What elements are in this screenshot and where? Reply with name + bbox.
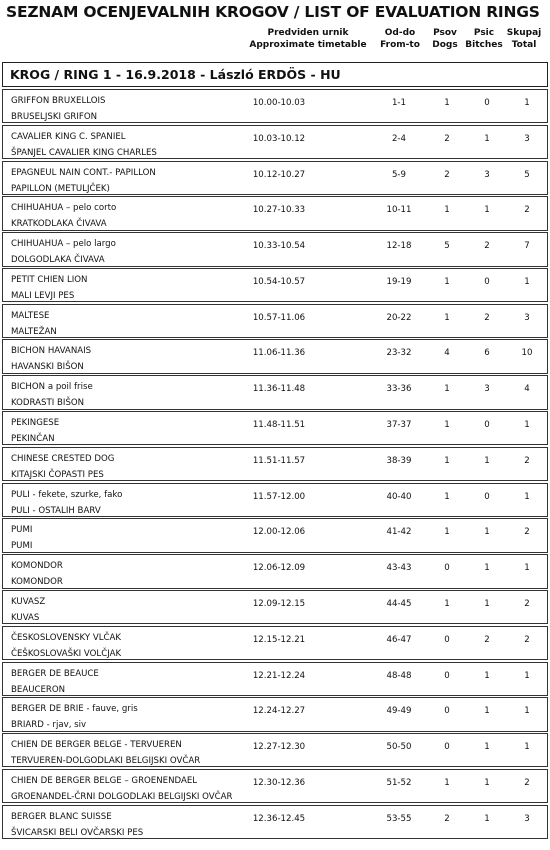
dogs-count: 0 — [444, 563, 450, 574]
table-row — [2, 697, 548, 731]
total-count: 1 — [524, 670, 530, 681]
total-count: 7 — [524, 241, 530, 252]
breed-name — [11, 236, 116, 268]
breed-name-original: BERGER BLANC SUISSE — [11, 811, 112, 822]
breed-name-original: BERGER DE BEAUCE — [11, 668, 99, 679]
breed-name — [11, 701, 138, 733]
bitches-count: 0 — [484, 276, 490, 287]
breed-name-original: EPAGNEUL NAIN CONT.- PAPILLON — [11, 167, 156, 178]
column-header-total — [496, 27, 550, 53]
breed-name-slovene: BRIARD - rjav, siv — [11, 720, 87, 731]
range-cell: 10-11 — [386, 205, 412, 216]
breed-name-slovene: MALI LEVJI PES — [11, 290, 75, 301]
timetable-cell: 10.57-11.06 — [252, 312, 306, 323]
breed-name-original: GRIFFON BRUXELLOIS — [11, 96, 106, 106]
breed-name — [11, 272, 87, 304]
dogs-count: 2 — [444, 169, 450, 180]
total-count: 2 — [524, 777, 530, 788]
range-cell: 2-4 — [391, 133, 407, 144]
range-cell: 48-48 — [386, 670, 412, 681]
timetable-cell: 12.24-12.27 — [252, 706, 306, 717]
range-cell: 5-9 — [391, 169, 407, 180]
total-count: 1 — [524, 276, 530, 287]
range-cell: 50-50 — [386, 742, 412, 753]
total-count: 2 — [524, 455, 530, 466]
column-header-timetable-sl: Predviden urnik — [267, 28, 349, 38]
bitches-count: 3 — [484, 169, 490, 180]
bitches-count: 2 — [484, 241, 490, 252]
breed-name-original: CHIEN DE BERGER BELGE – GROENENDAEL — [11, 775, 198, 786]
timetable-cell: 10.03-10.12 — [252, 133, 306, 144]
column-header-bitches-sl: Psic — [473, 28, 495, 38]
range-cell: 37-37 — [386, 420, 412, 431]
column-header-bitches-en: Bitches — [465, 40, 503, 50]
dogs-count: 1 — [444, 276, 450, 287]
breed-name-slovene: ŠVICARSKI BELI OVČARSKI PES — [11, 827, 144, 838]
table-row — [2, 125, 548, 159]
dogs-count: 0 — [444, 670, 450, 681]
timetable-cell: 11.06-11.36 — [252, 348, 306, 359]
dogs-count: 1 — [444, 312, 450, 323]
bitches-count: 1 — [484, 813, 490, 824]
breed-name — [11, 558, 63, 590]
breed-name-slovene: KITAJSKI ČOPASTI PES — [11, 469, 104, 480]
total-count: 1 — [524, 491, 530, 502]
bitches-count: 1 — [484, 563, 490, 574]
ring-table — [2, 89, 548, 840]
range-cell: 43-43 — [386, 563, 412, 574]
total-count: 1 — [524, 98, 530, 108]
table-row — [2, 447, 548, 481]
bitches-count: 6 — [484, 348, 490, 359]
bitches-count: 1 — [484, 455, 490, 466]
breed-name-original: KUVASZ — [11, 596, 46, 607]
bitches-count: 1 — [484, 706, 490, 717]
breed-name-slovene: GROENANDEL-ČRNI DOLGODLAKI BELGIJSKI OVČAR — [11, 791, 233, 802]
total-count: 5 — [524, 169, 530, 180]
breed-name-original: PULI - fekete, szurke, fako — [11, 489, 123, 500]
bitches-count: 0 — [484, 98, 490, 108]
total-count: 4 — [524, 384, 530, 395]
range-cell: 53-55 — [386, 813, 412, 824]
total-count: 2 — [524, 634, 530, 645]
total-count: 1 — [524, 420, 530, 431]
range-cell: 46-47 — [386, 634, 412, 645]
breed-name-original: BERGER DE BRIE - fauve, gris — [11, 704, 138, 715]
table-row — [2, 339, 548, 373]
table-row — [2, 590, 548, 624]
column-header-total-sl: Skupaj — [506, 28, 542, 38]
range-cell: 12-18 — [386, 241, 412, 252]
breed-name — [11, 809, 143, 841]
breed-name-slovene: ŠPANJEL CAVALIER KING CHARLES — [11, 147, 157, 158]
timetable-cell: 12.06-12.09 — [252, 563, 306, 574]
timetable-cell: 11.57-12.00 — [252, 491, 306, 502]
timetable-cell: 10.27-10.33 — [252, 205, 306, 216]
breed-name-original: CHIHUAHUA – pelo corto — [11, 203, 117, 214]
table-row — [2, 89, 548, 123]
range-cell: 38-39 — [386, 455, 412, 466]
breed-name-slovene: KUVAS — [11, 612, 40, 623]
total-count: 2 — [524, 598, 530, 609]
column-header-range-en: From-to — [380, 40, 420, 50]
table-row — [2, 733, 548, 767]
table-row — [2, 411, 548, 445]
timetable-cell: 11.36-11.48 — [252, 384, 306, 395]
breed-name-slovene: DOLGODLAKA ČIVAVA — [11, 255, 105, 266]
breed-name-original: MALTESE — [11, 310, 50, 321]
timetable-cell: 12.27-12.30 — [252, 742, 306, 753]
bitches-count: 1 — [484, 777, 490, 788]
timetable-cell: 12.36-12.45 — [252, 813, 306, 824]
timetable-cell: 12.09-12.15 — [252, 598, 306, 609]
table-row — [2, 161, 548, 195]
breed-name-original: ČESKOSLOVENSKY VLČAK — [11, 632, 122, 643]
table-row — [2, 554, 548, 588]
table-row — [2, 268, 548, 302]
dogs-count: 1 — [444, 455, 450, 466]
bitches-count: 2 — [484, 634, 490, 645]
column-header-range-sl: Od-do — [384, 28, 416, 38]
breed-name-original: CAVALIER KING C. SPANIEL — [11, 131, 126, 142]
page-title: SEZNAM OCENJEVALNIH KROGOV / LIST OF EVALUATION RINGS — [6, 3, 540, 21]
breed-name — [11, 415, 59, 447]
timetable-cell: 12.15-12.21 — [252, 634, 306, 645]
bitches-count: 0 — [484, 420, 490, 431]
total-count: 1 — [524, 563, 530, 574]
dogs-count: 2 — [444, 133, 450, 144]
breed-name — [11, 737, 200, 769]
total-count: 1 — [524, 742, 530, 753]
breed-name-original: PEKINGESE — [11, 418, 60, 429]
total-count: 3 — [524, 133, 530, 144]
total-count: 3 — [524, 312, 530, 323]
table-row — [2, 375, 548, 409]
dogs-count: 1 — [444, 205, 450, 216]
timetable-cell: 12.00-12.06 — [252, 527, 306, 538]
column-header-dogs-sl: Psov — [433, 28, 457, 38]
bitches-count: 2 — [484, 312, 490, 323]
breed-name — [11, 379, 93, 411]
dogs-count: 1 — [444, 598, 450, 609]
range-cell: 44-45 — [386, 598, 412, 609]
bitches-count: 1 — [484, 205, 490, 216]
breed-name — [11, 594, 45, 626]
breed-name-slovene: HAVANSKI BIŠON — [11, 362, 84, 373]
dogs-count: 1 — [444, 777, 450, 788]
total-count: 1 — [524, 706, 530, 717]
dogs-count: 0 — [444, 634, 450, 645]
range-cell: 51-52 — [386, 777, 412, 788]
breed-name — [11, 487, 122, 519]
column-header-dogs-en: Dogs — [432, 40, 458, 50]
breed-name — [11, 308, 57, 340]
breed-name-original: PETIT CHIEN LION — [11, 274, 88, 285]
breed-name-slovene: BEAUCERON — [11, 684, 66, 695]
range-cell: 19-19 — [386, 276, 412, 287]
bitches-count: 1 — [484, 670, 490, 681]
breed-name-slovene: MALTEŽAN — [11, 326, 57, 337]
timetable-cell: 10.33-10.54 — [252, 241, 306, 252]
column-header-total-en: Total — [511, 40, 537, 50]
column-header-timetable-en: Approximate timetable — [249, 40, 367, 50]
table-row — [2, 196, 548, 230]
breed-name — [11, 93, 105, 125]
range-cell: 33-36 — [386, 384, 412, 395]
dogs-count: 2 — [444, 813, 450, 824]
breed-name-original: CHIEN DE BERGER BELGE - TERVUEREN — [11, 740, 182, 751]
range-cell: 40-40 — [386, 491, 412, 502]
dogs-count: 1 — [444, 491, 450, 502]
dogs-count: 1 — [444, 420, 450, 431]
breed-name-original: CHINESE CRESTED DOG — [11, 453, 115, 464]
bitches-count: 3 — [484, 384, 490, 395]
bitches-count: 1 — [484, 133, 490, 144]
dogs-count: 0 — [444, 706, 450, 717]
dogs-count: 0 — [444, 742, 450, 753]
breed-name — [11, 522, 32, 554]
timetable-cell: 10.12-10.27 — [252, 169, 306, 180]
breed-name-slovene: TERVUEREN-DOLGODLAKI BELGIJSKI OVČAR — [11, 756, 201, 767]
breed-name-original: KOMONDOR — [11, 561, 63, 572]
breed-name-slovene: ČEŠKOSLOVAŠKI VOLČJAK — [11, 648, 122, 659]
range-cell: 23-32 — [386, 348, 412, 359]
breed-name-slovene: KODRASTI BIŠON — [11, 398, 85, 409]
bitches-count: 0 — [484, 491, 490, 502]
breed-name — [11, 773, 233, 805]
timetable-cell: 11.51-11.57 — [252, 455, 306, 466]
ring-header: KROG / RING 1 - 16.9.2018 - László ERDÖS - HU — [2, 62, 548, 87]
dogs-count: 1 — [444, 527, 450, 538]
table-row — [2, 805, 548, 839]
breed-name — [11, 343, 91, 375]
timetable-cell: 10.00-10.03 — [252, 98, 306, 108]
table-row — [2, 626, 548, 660]
total-count: 2 — [524, 205, 530, 216]
table-row — [2, 769, 548, 803]
breed-name — [11, 666, 99, 698]
bitches-count: 1 — [484, 527, 490, 538]
range-cell: 41-42 — [386, 527, 412, 538]
timetable-cell: 11.48-11.51 — [252, 420, 306, 431]
timetable-cell: 12.21-12.24 — [252, 670, 306, 681]
breed-name-original: PUMI — [11, 525, 33, 536]
dogs-count: 1 — [444, 98, 450, 108]
range-cell: 1-1 — [391, 98, 407, 108]
table-row — [2, 483, 548, 517]
table-row — [2, 232, 548, 266]
dogs-count: 4 — [444, 348, 450, 359]
table-row — [2, 518, 548, 552]
breed-name — [11, 165, 156, 197]
dogs-count: 1 — [444, 384, 450, 395]
breed-name — [11, 630, 121, 662]
total-count: 10 — [521, 348, 533, 359]
breed-name — [11, 129, 157, 161]
timetable-cell: 10.54-10.57 — [252, 276, 306, 287]
timetable-cell: 12.30-12.36 — [252, 777, 306, 788]
table-row — [2, 304, 548, 338]
breed-name — [11, 200, 116, 232]
breed-name-original: BICHON a poil frise — [11, 382, 93, 393]
breed-name-slovene: BRUSELJSKI GRIFON — [11, 112, 98, 122]
bitches-count: 1 — [484, 742, 490, 753]
breed-name-slovene: PUMI — [11, 541, 33, 552]
dogs-count: 5 — [444, 241, 450, 252]
table-row — [2, 662, 548, 696]
breed-name — [11, 451, 114, 483]
total-count: 3 — [524, 813, 530, 824]
breed-name-slovene: KRATKODLAKA ČIVAVA — [11, 219, 107, 230]
range-cell: 20-22 — [386, 312, 412, 323]
total-count: 2 — [524, 527, 530, 538]
breed-name-slovene: KOMONDOR — [11, 577, 63, 588]
range-cell: 49-49 — [386, 706, 412, 717]
breed-name-slovene: PEKINČAN — [11, 434, 55, 445]
bitches-count: 1 — [484, 598, 490, 609]
breed-name-original: BICHON HAVANAIS — [11, 346, 92, 357]
breed-name-slovene: PAPILLON (METULJČEK) — [11, 183, 110, 194]
breed-name-original: CHIHUAHUA – pelo largo — [11, 239, 116, 250]
breed-name-slovene: PULI - OSTALIH BARV — [11, 505, 101, 516]
